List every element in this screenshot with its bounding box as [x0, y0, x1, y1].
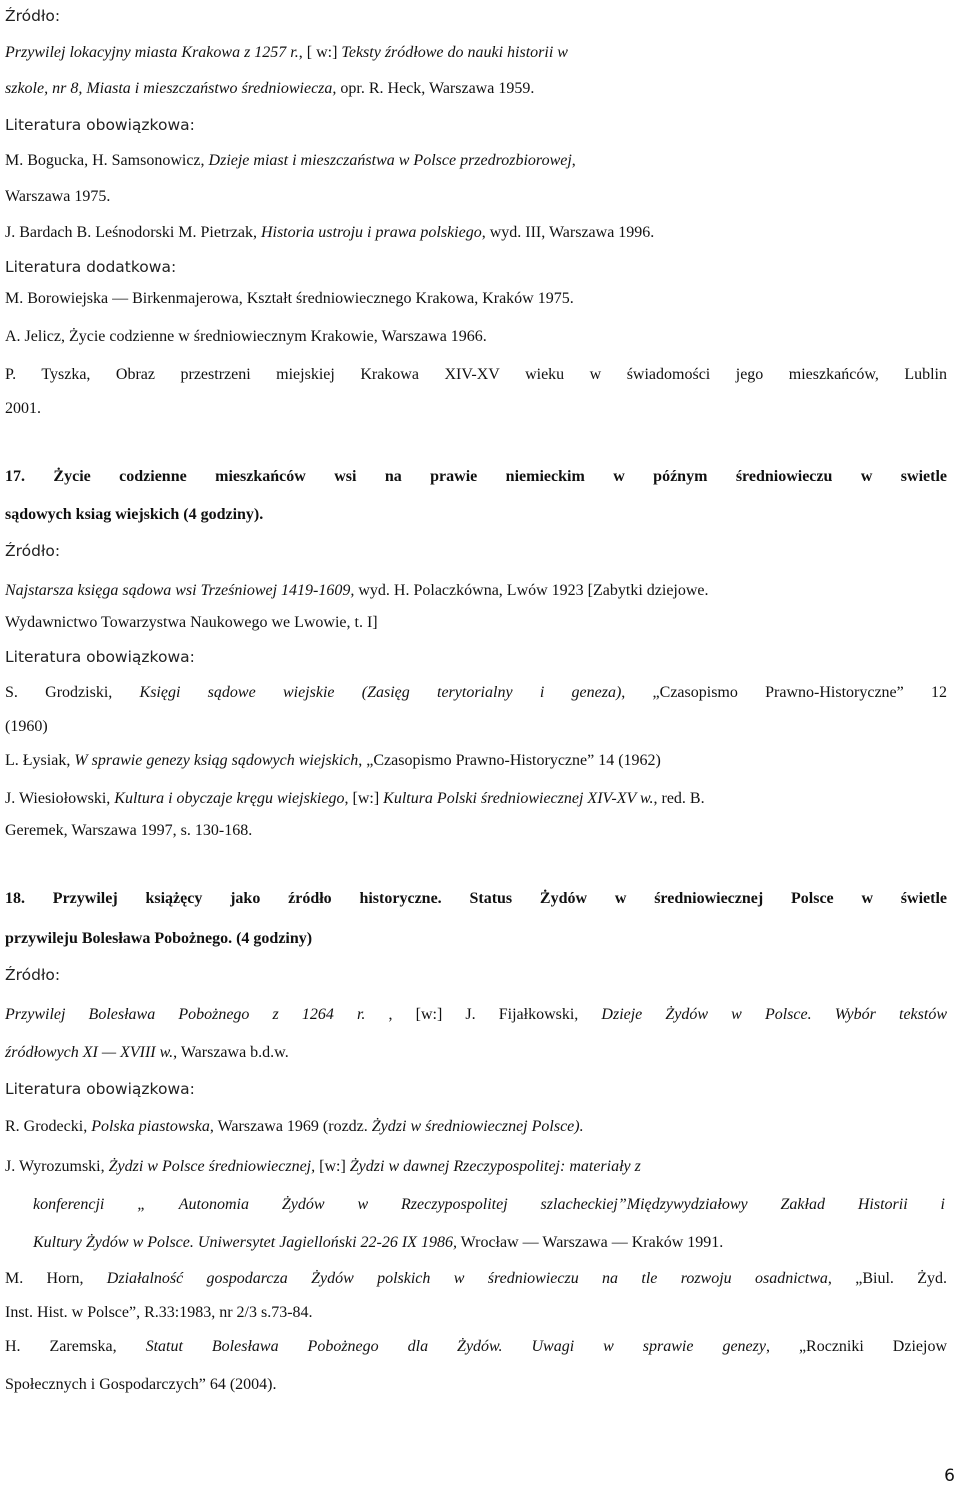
text-run: , red. B.: [653, 790, 705, 807]
text-line-l21: [5, 750, 661, 772]
italic-title: Żydzi w dawnej Rzeczypospolitej: materiały z: [349, 1158, 641, 1175]
text-run: Wydawnictwo Towarzystwa Naukowego we Lwowie, t. I]: [5, 614, 378, 631]
text-line-l24: [5, 888, 947, 910]
text-run: , [w:]: [344, 790, 384, 807]
text-line-l11: [5, 364, 947, 386]
text-run: M. Horn,: [5, 1270, 107, 1287]
text-run: wyd. H. Polaczkówna, Lwów 1923 [Zabytki dziejowe.: [354, 582, 709, 599]
text-line-l28: [5, 1042, 289, 1064]
text-run: Źródło:: [5, 542, 61, 560]
italic-title: Żydzi w średniowiecznej Polsce).: [371, 1118, 584, 1135]
text-line-l02: [5, 42, 568, 64]
text-line-l08: [5, 256, 176, 278]
text-run: 17. Życie codzienne mieszkańców wsi na prawie niemieckim w późnym średniowieczu w swietle: [5, 468, 947, 485]
italic-title: Kultura Polski średniowiecznej XIV-XV w.: [383, 790, 654, 807]
italic-title: szkole, nr 8, Miasta i mieszczaństwo średniowiecza,: [5, 80, 337, 97]
text-line-l09: [5, 288, 574, 310]
italic-title: Księgi sądowe wiejskie (Zasięg terytorialny i geneza): [139, 684, 622, 701]
text-line-l17: [5, 612, 378, 634]
text-line-l33: [33, 1232, 723, 1254]
text-line-l04: [5, 114, 195, 136]
text-run: ,: [571, 152, 576, 169]
text-run: S. Grodziski,: [5, 684, 140, 701]
text-line-l26: [5, 964, 60, 986]
text-run: L. Łysiak,: [5, 752, 75, 769]
text-run: Literatura obowiązkowa:: [5, 648, 195, 666]
text-run: M. Bogucka, H. Samsonowicz,: [5, 152, 209, 169]
page-number: 6: [944, 1466, 955, 1486]
text-run: , „Czasopismo Prawno-Historyczne” 12: [621, 684, 948, 701]
text-line-l20: [5, 716, 48, 738]
text-run: J. Wyrozumski,: [5, 1158, 109, 1175]
text-line-l07: [5, 222, 654, 244]
text-line-l12: [5, 398, 41, 420]
text-line-l18: [5, 646, 195, 668]
text-line-l27: [5, 1004, 947, 1026]
text-run: J. Wiesiołowski,: [5, 790, 115, 807]
text-line-l06: [5, 186, 110, 208]
text-run: Źródło:: [5, 966, 61, 984]
text-line-l05: [5, 150, 576, 172]
text-line-l34: [5, 1268, 947, 1290]
italic-title: Kultura i obyczaje kręgu wiejskiego: [114, 790, 345, 807]
italic-title: źródłowych XI — XVIII w.: [5, 1044, 174, 1061]
text-line-l37: [5, 1374, 276, 1396]
text-run: (1960): [5, 718, 48, 735]
text-line-l30: [5, 1116, 584, 1138]
text-run: Źródło:: [5, 7, 61, 25]
text-run: , „Roczniki Dziejow: [765, 1338, 948, 1355]
text-line-l01: [5, 5, 60, 27]
italic-title: Teksty źródłowe do nauki historii w: [341, 44, 568, 61]
text-line-l35: [5, 1302, 313, 1324]
text-run: , „Biul. Żyd.: [827, 1270, 948, 1287]
italic-title: Kultury Żydów w Polsce. Uniwersytet Jagielloński 22-26 IX 1986,: [33, 1234, 457, 1251]
italic-title: Najstarsza księga sądowa wsi Trześniowej 1419-1609,: [5, 582, 355, 599]
text-run: 2001.: [5, 400, 41, 417]
text-run: A. Jelicz, Życie codzienne w średniowiecznym Krakowie, Warszawa 1966.: [5, 328, 487, 345]
italic-title: Przywilej Bolesława Pobożnego z 1264 r.: [5, 1006, 366, 1023]
text-run: P. Tyszka, Obraz przestrzeni miejskiej Krakowa XIV-XV wieku w świadomości jego mieszkańców, Lublin: [5, 366, 947, 383]
text-run: opr. R. Heck, Warszawa 1959.: [336, 80, 535, 97]
text-line-l03: [5, 78, 534, 100]
italic-title: Żydzi w Polsce średniowiecznej,: [108, 1158, 316, 1175]
italic-title: Polska piastowska: [91, 1118, 210, 1135]
text-run: R. Grodecki,: [5, 1118, 92, 1135]
text-line-l15: [5, 540, 60, 562]
italic-title: Działalność gospodarcza Żydów polskich w średniowieczu na tle rozwoju osadnictwa: [106, 1270, 828, 1287]
italic-title: konferencji „ Autonomia Żydów w Rzeczypospolitej szlacheckiej”Międzywydziałowy Zakład Historii i: [33, 1196, 945, 1213]
text-run: [w:]: [315, 1158, 350, 1175]
italic-title: Dzieje miast i mieszczaństwa w Polsce przedrozbiorowej: [208, 152, 572, 169]
text-line-l22: [5, 788, 705, 810]
text-run: Inst. Hist. w Polsce”, R.33:1983, nr 2/3 s.73-84.: [5, 1304, 313, 1321]
text-run: , [ w:]: [298, 44, 342, 61]
text-line-l13: [5, 466, 947, 488]
text-run: Literatura obowiązkowa:: [5, 116, 195, 134]
text-run: Literatura dodatkowa:: [5, 258, 177, 276]
text-run: , [w:] J. Fijałkowski,: [365, 1006, 602, 1023]
text-run: Społecznych i Gospodarczych” 64 (2004).: [5, 1376, 277, 1393]
text-run: Literatura obowiązkowa:: [5, 1080, 195, 1098]
text-run: , wyd. III, Warszawa 1996.: [481, 224, 655, 241]
text-line-l23: [5, 820, 252, 842]
text-line-l16: [5, 580, 709, 602]
text-line-l25: [5, 928, 312, 950]
text-run: przywileju Bolesława Pobożnego. (4 godziny): [5, 930, 313, 947]
italic-title: Przywilej lokacyjny miasta Krakowa z 1257 r.: [5, 44, 299, 61]
text-run: Wrocław — Warszawa — Kraków 1991.: [456, 1234, 724, 1251]
text-line-l32: [33, 1194, 945, 1216]
text-line-l14: [5, 504, 263, 526]
text-line-l29: [5, 1078, 195, 1100]
text-run: 18. Przywilej książęcy jako źródło historyczne. Status Żydów w średniowiecznej Polsce w świetle: [5, 890, 947, 907]
italic-title: W sprawie genezy ksiąg sądowych wiejskich: [74, 752, 359, 769]
text-line-l19: [5, 682, 947, 704]
italic-title: Statut Bolesława Pobożnego dla Żydów. Uwagi w sprawie genezy: [145, 1338, 766, 1355]
text-line-l31: [5, 1156, 641, 1178]
text-line-l10: [5, 326, 487, 348]
text-line-l36: [5, 1336, 947, 1358]
text-run: Warszawa 1975.: [5, 188, 111, 205]
text-run: M. Borowiejska — Birkenmajerowa, Kształt średniowiecznego Krakowa, Kraków 1975.: [5, 290, 574, 307]
text-run: , Warszawa b.d.w.: [173, 1044, 289, 1061]
text-run: sądowych ksiag wiejskich (4 godziny).: [5, 506, 264, 523]
text-run: Geremek, Warszawa 1997, s. 130-168.: [5, 822, 253, 839]
italic-title: Dzieje Żydów w Polsce. Wybór tekstów: [601, 1006, 947, 1023]
text-run: , „Czasopismo Prawno-Historyczne” 14 (1962): [358, 752, 661, 769]
text-run: , Warszawa 1969 (rozdz.: [209, 1118, 372, 1135]
text-run: H. Zaremska,: [5, 1338, 146, 1355]
text-run: J. Bardach B. Leśnodorski M. Pietrzak,: [5, 224, 261, 241]
italic-title: Historia ustroju i prawa polskiego: [260, 224, 482, 241]
